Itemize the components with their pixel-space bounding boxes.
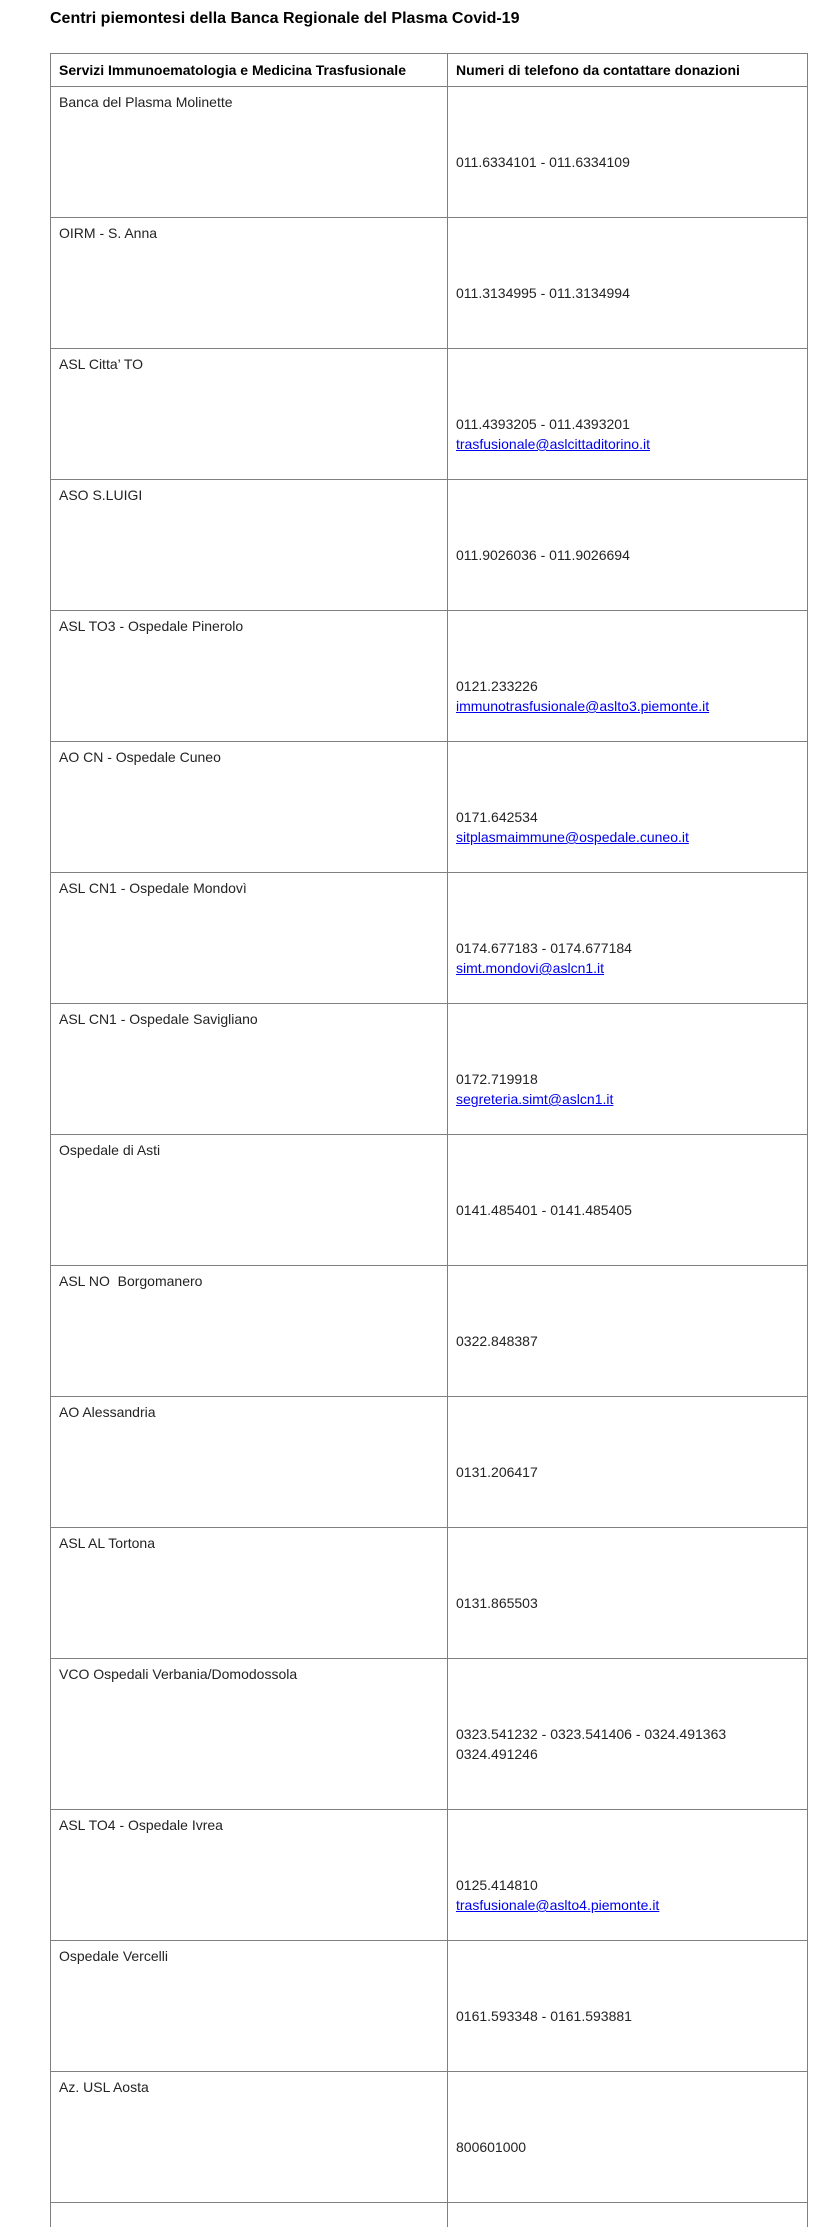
phone-cell	[448, 480, 808, 611]
column-header-phone-numbers: Numeri di telefono da contattare donazioni	[448, 54, 808, 87]
facility-cell	[51, 873, 448, 1004]
table-row	[51, 873, 808, 1004]
facility-name: Ospedale di Asti	[59, 1142, 161, 1158]
contacts-table	[50, 53, 808, 2227]
phone-cell	[448, 218, 808, 349]
phone-cell	[448, 742, 808, 873]
table-row	[51, 1810, 808, 1941]
table-row	[51, 1941, 808, 2072]
table-row-partial	[51, 2203, 808, 2227]
phone-number: 0323.541232 - 0323.541406 - 0324.491363	[456, 1726, 727, 1742]
facility-name: OIRM - S. Anna	[59, 225, 158, 241]
facility-cell	[51, 1941, 448, 2072]
phone-cell	[448, 1528, 808, 1659]
phone-number: 0172.719918	[456, 1071, 538, 1087]
phone-number: 800601000	[456, 2139, 527, 2155]
facility-name: AO CN - Ospedale Cuneo	[59, 749, 221, 765]
facility-cell	[51, 1135, 448, 1266]
table-row	[51, 480, 808, 611]
phone-cell	[448, 1004, 808, 1135]
facility-cell	[51, 1004, 448, 1135]
facility-cell	[51, 1266, 448, 1397]
table-row	[51, 742, 808, 873]
phone-number: 011.3134995 - 011.3134994	[456, 285, 630, 301]
phone-cell	[448, 1135, 808, 1266]
phone-number: 011.4393205 - 011.4393201	[456, 416, 630, 432]
phone-number: 0141.485401 - 0141.485405	[456, 1202, 632, 1218]
table-row	[51, 2072, 808, 2203]
table-body	[51, 87, 808, 2227]
phone-number: 0121.233226	[456, 678, 538, 694]
facility-cell	[51, 480, 448, 611]
table-row	[51, 1659, 808, 1810]
facility-name: ASL TO4 - Ospedale Ivrea	[59, 1817, 223, 1833]
table-row	[51, 349, 808, 480]
table-header	[51, 54, 808, 87]
facility-name: ASL TO3 - Ospedale Pinerolo	[59, 618, 244, 634]
phone-cell	[448, 873, 808, 1004]
table-row	[51, 611, 808, 742]
facility-cell	[51, 742, 448, 873]
facility-cell	[51, 1810, 448, 1941]
table-row	[51, 1528, 808, 1659]
email-link[interactable]: trasfusionale@aslcittaditorino.it	[456, 436, 650, 452]
facility-cell	[51, 2203, 448, 2227]
table-row	[51, 87, 808, 218]
phone-cell	[448, 2203, 808, 2227]
email-link[interactable]: sitplasmaimmune@ospedale.cuneo.it	[456, 829, 689, 845]
phone-cell	[448, 1941, 808, 2072]
phone-cell	[448, 611, 808, 742]
phone-number: 0174.677183 - 0174.677184	[456, 940, 632, 956]
email-link[interactable]: immunotrasfusionale@aslto3.piemonte.it	[456, 698, 710, 714]
phone-number: 011.6334101 - 011.6334109	[456, 154, 630, 170]
facility-cell	[51, 218, 448, 349]
table-row	[51, 1266, 808, 1397]
facility-name: ASL CN1 - Ospedale Savigliano	[59, 1011, 258, 1027]
column-header-services: Servizi Immunoematologia e Medicina Trasfusionale	[51, 54, 448, 87]
email-link[interactable]: trasfusionale@aslto4.piemonte.it	[456, 1897, 660, 1913]
facility-cell	[51, 1528, 448, 1659]
phone-number: 0161.593348 - 0161.593881	[456, 2008, 632, 2024]
facility-name: ASO S.LUIGI	[59, 487, 143, 503]
page-title: Centri piemontesi della Banca Regionale del Plasma Covid-19	[50, 10, 520, 27]
phone-number: 0131.865503	[456, 1595, 538, 1611]
phone-number: 0324.491246	[456, 1746, 538, 1762]
phone-number: 0322.848387	[456, 1333, 538, 1349]
facility-cell	[51, 87, 448, 218]
facility-name: AO Alessandria	[59, 1404, 156, 1420]
phone-number: 0171.642534	[456, 809, 538, 825]
facility-cell	[51, 1397, 448, 1528]
phone-cell	[448, 1810, 808, 1941]
phone-cell	[448, 349, 808, 480]
phone-number: 011.9026036 - 011.9026694	[456, 547, 630, 563]
facility-name: ASL AL Tortona	[59, 1535, 155, 1551]
phone-number: 0125.414810	[456, 1877, 538, 1893]
facility-cell	[51, 611, 448, 742]
phone-number: 0131.206417	[456, 1464, 538, 1480]
email-link[interactable]: simt.mondovi@aslcn1.it	[456, 960, 605, 976]
header-row	[51, 54, 808, 87]
facility-name: Az. USL Aosta	[59, 2079, 149, 2095]
email-link[interactable]: segreteria.simt@aslcn1.it	[456, 1091, 614, 1107]
facility-name: ASL Citta’ TO	[59, 356, 144, 372]
phone-cell	[448, 1266, 808, 1397]
phone-cell	[448, 1659, 808, 1810]
table-row	[51, 1135, 808, 1266]
table-row	[51, 1004, 808, 1135]
table-row	[51, 218, 808, 349]
facility-name: ASL CN1 - Ospedale Mondovì	[59, 880, 247, 896]
facility-name: VCO Ospedali Verbania/Domodossola	[59, 1666, 298, 1682]
facility-cell	[51, 349, 448, 480]
facility-name: Banca del Plasma Molinette	[59, 94, 233, 110]
facility-cell	[51, 1659, 448, 1810]
facility-name: ASL NO Borgomanero	[59, 1273, 203, 1289]
phone-cell	[448, 2072, 808, 2203]
facility-name: Ospedale Vercelli	[59, 1948, 168, 1964]
phone-cell	[448, 1397, 808, 1528]
table-row	[51, 1397, 808, 1528]
facility-cell	[51, 2072, 448, 2203]
phone-cell	[448, 87, 808, 218]
